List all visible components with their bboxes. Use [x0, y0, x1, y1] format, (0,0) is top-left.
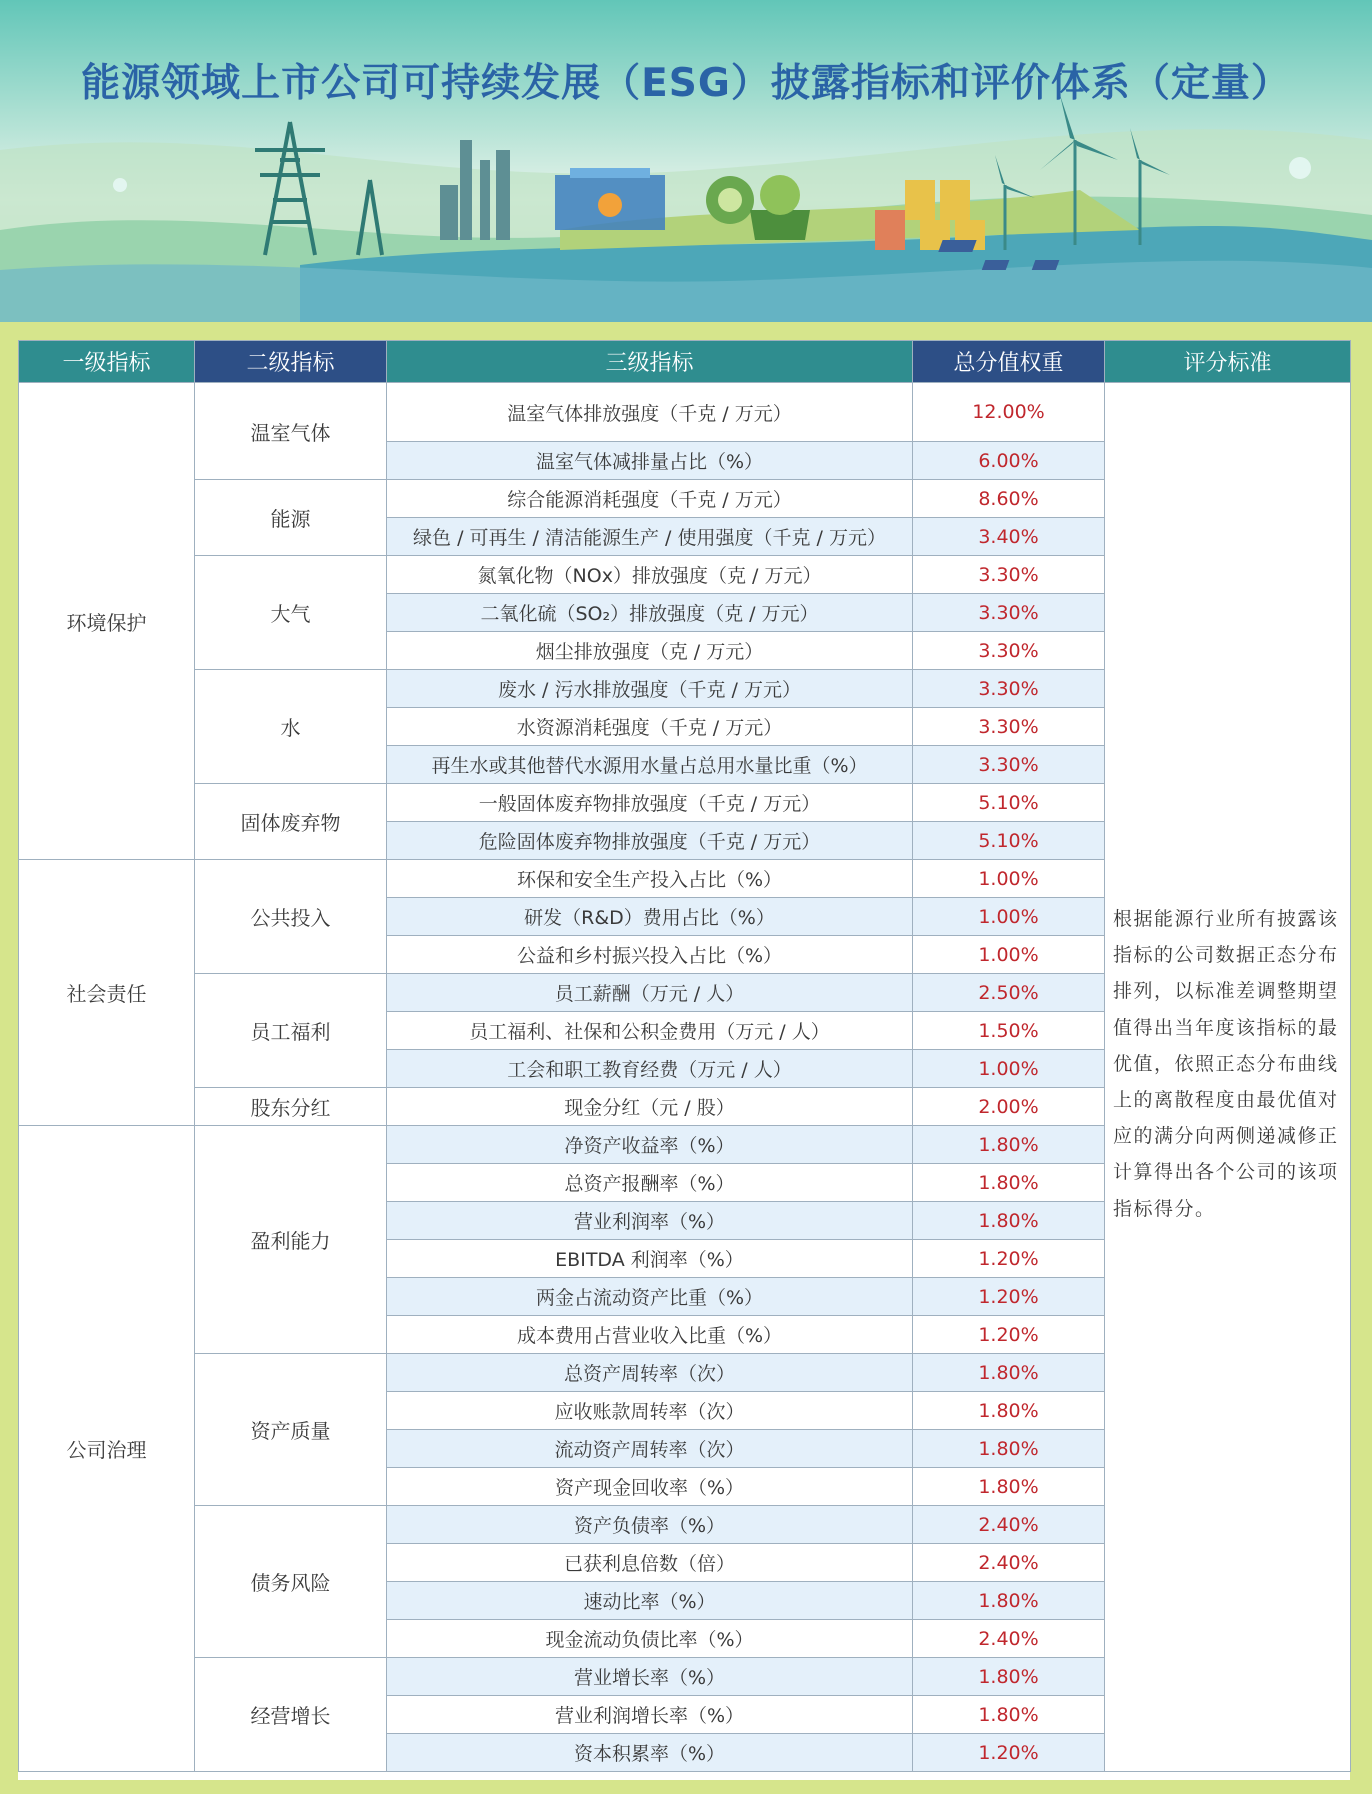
level3-indicator: 危险固体废弃物排放强度（千克 / 万元） — [387, 822, 913, 860]
column-header-level1: 一级指标 — [19, 341, 195, 383]
weight-value: 2.50% — [913, 974, 1105, 1012]
weight-value: 1.20% — [913, 1316, 1105, 1354]
level3-indicator: 综合能源消耗强度（千克 / 万元） — [387, 480, 913, 518]
weight-value: 2.40% — [913, 1544, 1105, 1582]
weight-value: 1.80% — [913, 1354, 1105, 1392]
level2-indicator: 资产质量 — [195, 1354, 387, 1506]
weight-value: 8.60% — [913, 480, 1105, 518]
table-row — [19, 383, 1351, 442]
level3-indicator: 成本费用占营业收入比重（%） — [387, 1316, 913, 1354]
weight-value: 1.80% — [913, 1126, 1105, 1164]
level2-indicator: 债务风险 — [195, 1506, 387, 1658]
weight-value: 1.80% — [913, 1202, 1105, 1240]
level2-indicator: 水 — [195, 670, 387, 784]
level3-indicator: 资本积累率（%） — [387, 1734, 913, 1772]
weight-value: 1.80% — [913, 1468, 1105, 1506]
level3-indicator: 烟尘排放强度（克 / 万元） — [387, 632, 913, 670]
level3-indicator: 总资产周转率（次） — [387, 1354, 913, 1392]
level1-indicator: 公司治理 — [19, 1126, 195, 1772]
level2-indicator: 公共投入 — [195, 860, 387, 974]
weight-value: 3.30% — [913, 632, 1105, 670]
level2-indicator: 员工福利 — [195, 974, 387, 1088]
level3-indicator: 已获利息倍数（倍） — [387, 1544, 913, 1582]
weight-value: 2.00% — [913, 1088, 1105, 1126]
level2-indicator: 盈利能力 — [195, 1126, 387, 1354]
level3-indicator: 二氧化硫（SO₂）排放强度（克 / 万元） — [387, 594, 913, 632]
level3-indicator: 速动比率（%） — [387, 1582, 913, 1620]
weight-value: 3.30% — [913, 556, 1105, 594]
weight-value: 12.00% — [913, 383, 1105, 442]
weight-value: 1.00% — [913, 936, 1105, 974]
level3-indicator: 总资产报酬率（%） — [387, 1164, 913, 1202]
level2-indicator: 能源 — [195, 480, 387, 556]
weight-value: 6.00% — [913, 442, 1105, 480]
level3-indicator: 营业增长率（%） — [387, 1658, 913, 1696]
level3-indicator: 一般固体废弃物排放强度（千克 / 万元） — [387, 784, 913, 822]
level1-indicator: 环境保护 — [19, 383, 195, 860]
level3-indicator: 再生水或其他替代水源用水量占总用水量比重（%） — [387, 746, 913, 784]
level3-indicator: 净资产收益率（%） — [387, 1126, 913, 1164]
level2-indicator: 固体废弃物 — [195, 784, 387, 860]
weight-value: 1.20% — [913, 1278, 1105, 1316]
column-header-weight: 总分值权重 — [913, 341, 1105, 383]
level3-indicator: 公益和乡村振兴投入占比（%） — [387, 936, 913, 974]
level3-indicator: 流动资产周转率（次） — [387, 1430, 913, 1468]
weight-value: 3.40% — [913, 518, 1105, 556]
energy-landscape-illustration — [0, 0, 1372, 322]
level2-indicator: 温室气体 — [195, 383, 387, 480]
esg-indicator-table-panel — [18, 340, 1350, 1780]
level3-indicator: 环保和安全生产投入占比（%） — [387, 860, 913, 898]
level3-indicator: 绿色 / 可再生 / 清洁能源生产 / 使用强度（千克 / 万元） — [387, 518, 913, 556]
weight-value: 1.20% — [913, 1240, 1105, 1278]
column-header-level2: 二级指标 — [195, 341, 387, 383]
level3-indicator: 氮氧化物（NOx）排放强度（克 / 万元） — [387, 556, 913, 594]
column-header-level3: 三级指标 — [387, 341, 913, 383]
level3-indicator: 工会和职工教育经费（万元 / 人） — [387, 1050, 913, 1088]
header-banner — [0, 0, 1372, 322]
scoring-criteria-text: 根据能源行业所有披露该指标的公司数据正态分布排列，以标准差调整期望值得出当年度该指标的最优值，依照正态分布曲线上的离散程度由最优值对应的满分向两侧递减修正计算得出各个公司的该项指标得分。 — [1105, 383, 1351, 1772]
level3-indicator: 两金占流动资产比重（%） — [387, 1278, 913, 1316]
weight-value: 1.00% — [913, 860, 1105, 898]
column-header-criteria: 评分标准 — [1105, 341, 1351, 383]
level3-indicator: 温室气体减排量占比（%） — [387, 442, 913, 480]
weight-value: 2.40% — [913, 1620, 1105, 1658]
level1-indicator: 社会责任 — [19, 860, 195, 1126]
weight-value: 1.50% — [913, 1012, 1105, 1050]
weight-value: 1.80% — [913, 1430, 1105, 1468]
weight-value: 1.00% — [913, 898, 1105, 936]
level2-indicator: 大气 — [195, 556, 387, 670]
esg-indicator-table — [18, 340, 1351, 1772]
level2-indicator: 股东分红 — [195, 1088, 387, 1126]
level2-indicator: 经营增长 — [195, 1658, 387, 1772]
level3-indicator: 现金分红（元 / 股） — [387, 1088, 913, 1126]
weight-value: 3.30% — [913, 670, 1105, 708]
level3-indicator: 员工福利、社保和公积金费用（万元 / 人） — [387, 1012, 913, 1050]
level3-indicator: 现金流动负债比率（%） — [387, 1620, 913, 1658]
weight-value: 5.10% — [913, 822, 1105, 860]
table-header-row — [19, 341, 1351, 383]
weight-value: 1.80% — [913, 1164, 1105, 1202]
level3-indicator: 员工薪酬（万元 / 人） — [387, 974, 913, 1012]
level3-indicator: 温室气体排放强度（千克 / 万元） — [387, 383, 913, 442]
level3-indicator: 资产现金回收率（%） — [387, 1468, 913, 1506]
weight-value: 3.30% — [913, 746, 1105, 784]
level3-indicator: 水资源消耗强度（千克 / 万元） — [387, 708, 913, 746]
weight-value: 1.80% — [913, 1582, 1105, 1620]
level3-indicator: 营业利润增长率（%） — [387, 1696, 913, 1734]
weight-value: 1.80% — [913, 1392, 1105, 1430]
weight-value: 1.80% — [913, 1658, 1105, 1696]
level3-indicator: 营业利润率（%） — [387, 1202, 913, 1240]
weight-value: 1.80% — [913, 1696, 1105, 1734]
weight-value: 1.00% — [913, 1050, 1105, 1088]
weight-value: 3.30% — [913, 594, 1105, 632]
weight-value: 3.30% — [913, 708, 1105, 746]
weight-value: 2.40% — [913, 1506, 1105, 1544]
level3-indicator: EBITDA 利润率（%） — [387, 1240, 913, 1278]
level3-indicator: 研发（R&D）费用占比（%） — [387, 898, 913, 936]
weight-value: 1.20% — [913, 1734, 1105, 1772]
level3-indicator: 应收账款周转率（次） — [387, 1392, 913, 1430]
page-title: 能源领域上市公司可持续发展（ESG）披露指标和评价体系（定量） — [81, 61, 1291, 106]
level3-indicator: 废水 / 污水排放强度（千克 / 万元） — [387, 670, 913, 708]
weight-value: 5.10% — [913, 784, 1105, 822]
level3-indicator: 资产负债率（%） — [387, 1506, 913, 1544]
